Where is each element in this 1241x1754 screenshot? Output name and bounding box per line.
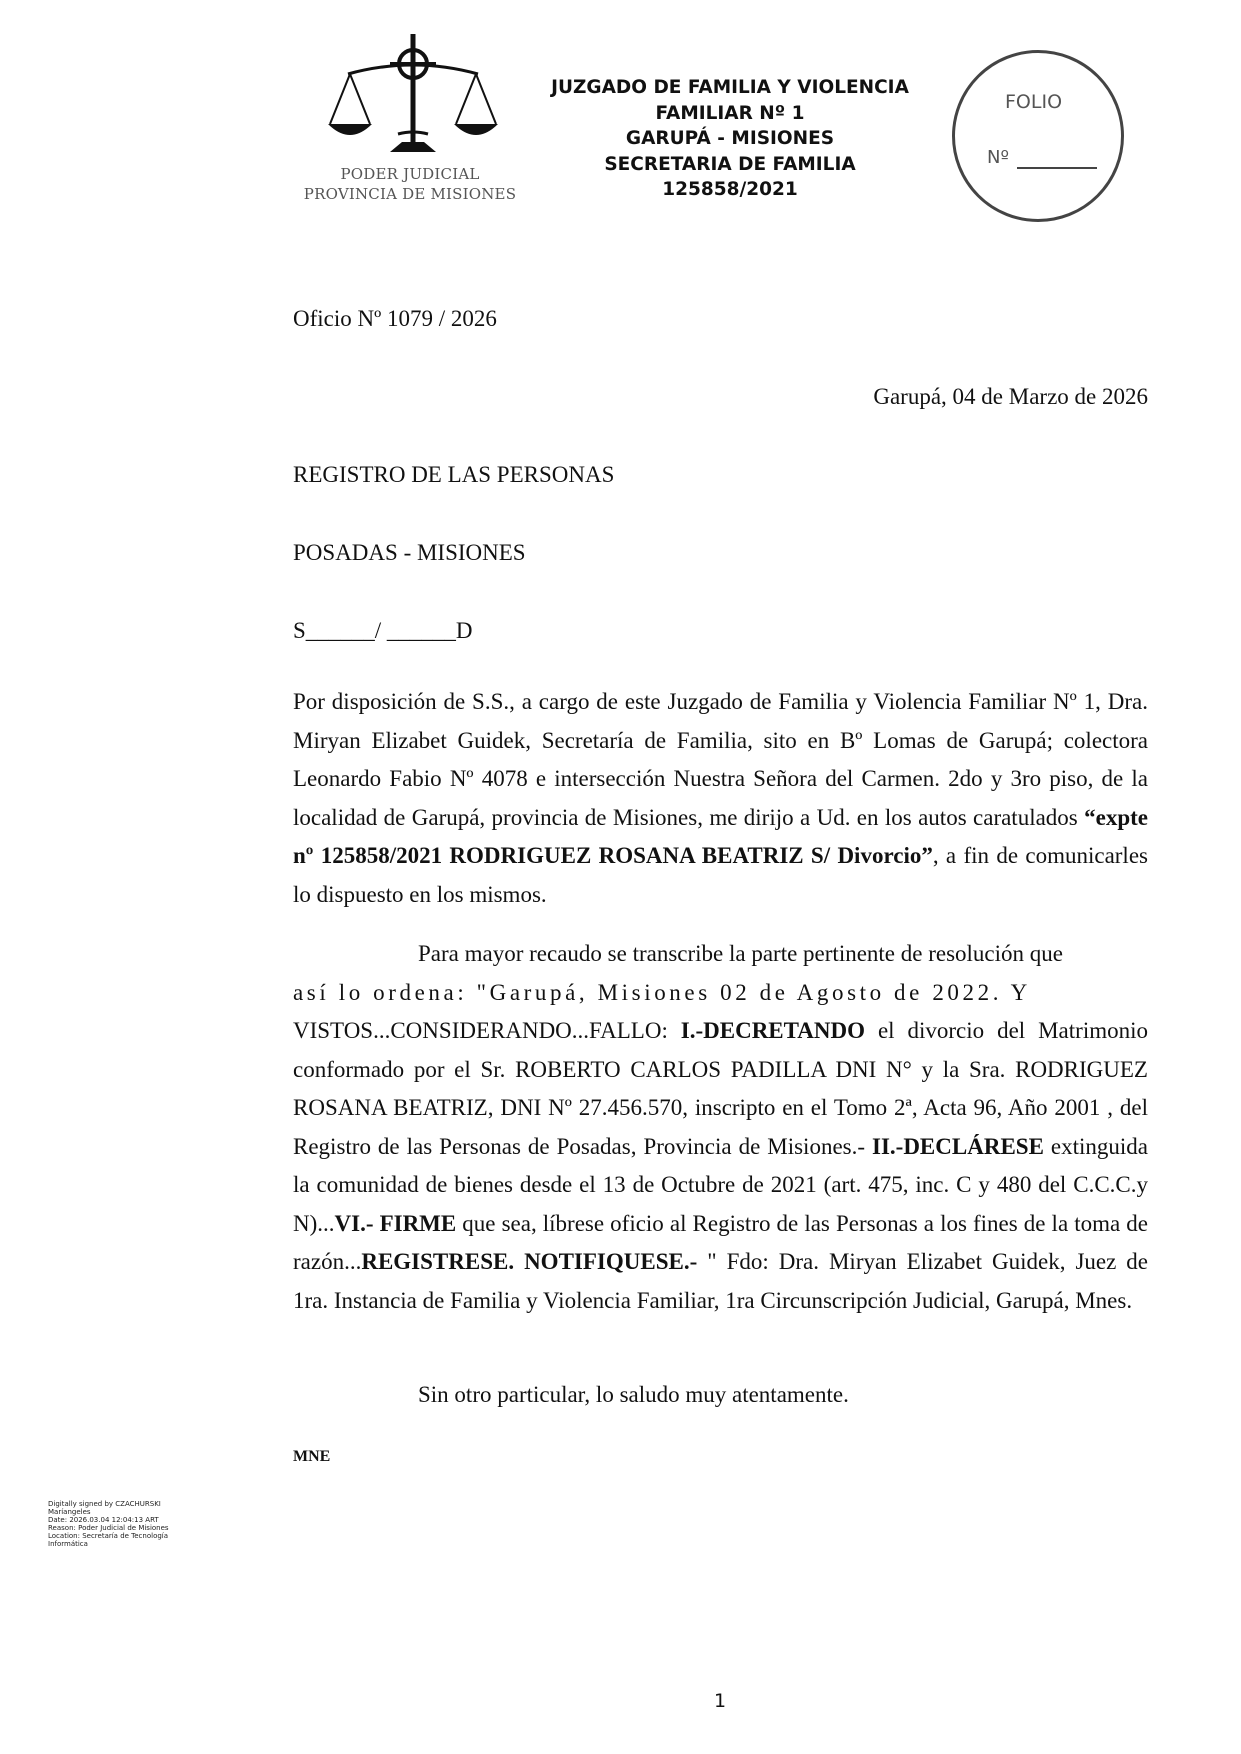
judicial-logo (300, 34, 520, 224)
signature-line: Digitally signed by CZACHURSKI (48, 1500, 161, 1508)
folio-number-label: Nº (987, 147, 1009, 168)
logo-caption (300, 164, 520, 204)
case-caption: “expte nº 125858/2021 RODRIGUEZ ROSANA BEATRIZ S/ Divorcio” (293, 804, 1148, 868)
court-line-3: GARUPÁ - MISIONES (625, 128, 835, 149)
signature-line: Location: Secretaría de Tecnología (48, 1532, 169, 1540)
para2-text-c: extinguida la comunidad de bienes desde el 13 de Octubre de 2021 (art. 475, inc. C y 480 del C.C.C.y N)... (293, 1133, 1148, 1236)
paragraph-resolution (293, 935, 1148, 1320)
folio-label: FOLIO (1005, 91, 1063, 113)
case-number: 125858/2021 (662, 179, 798, 200)
declarese-label: II.-DECLÁRESE (872, 1133, 1044, 1159)
addressee-line-2: POSADAS - MISIONES (293, 540, 526, 565)
signature-line: Date: 2026.03.04 12:04:13 ART (48, 1516, 159, 1524)
court-line-1: JUZGADO DE FAMILIA Y VIOLENCIA (551, 77, 909, 98)
closing-line: Sin otro particular, lo saludo muy atentamente. (418, 1382, 849, 1407)
court-heading (530, 75, 930, 203)
folio-stamp (952, 50, 1124, 222)
court-line-2: FAMILIAR Nº 1 (655, 102, 805, 124)
signature-line: Maríangeles (48, 1508, 91, 1516)
initials: MNE (293, 1448, 331, 1465)
para1-text-1: Por disposición de S.S., a cargo de este Juzgado de Familia y Violencia Familiar Nº 1, Dra. Miryan Elizabet Guidek, Secretaría de Familia, sito en Bº Lomas de Garupá; colectora Leonardo Fabio Nº 4078 e intersección Nuestra Señora del Carmen. 2do y 3ro piso, de la localidad de Garupá, provincia de Misiones, me dirijo a Ud. en los autos caratulados (293, 689, 1148, 830)
page-number: 1 (713, 1690, 727, 1712)
para2-text-a: VISTOS...CONSIDERANDO...FALLO: (293, 1018, 681, 1043)
digital-signature (48, 1500, 188, 1548)
decretando-label: I.-DECRETANDO (680, 1018, 866, 1043)
para2-text-b: el divorcio del Matrimonio conformado por el Sr. ROBERTO CARLOS PADILLA DNI N° y la Sra. RODRIGUEZ ROSANA BEATRIZ, DNI Nº 27.456.570, inscripto en el Tomo 2ª, Acta 96, Año 2001 , del Registro de las Personas de Posadas, Provincia de Misiones.- (293, 1018, 1148, 1159)
court-line-4: SECRETARIA DE FAMILIA (604, 153, 856, 175)
para2-line-1: Para mayor recaudo se transcribe la parte pertinente de resolución que (418, 941, 1063, 966)
folio-number-line (1017, 167, 1097, 169)
signature-line: Informática (48, 1540, 88, 1548)
salutation-sd: S______/ ______D (293, 618, 473, 643)
para2-text-e: " Fdo: Dra. Miryan Elizabet Guidek, Juez de 1ra. Instancia de Familia y Violencia Familiar, 1ra Circunscripción Judicial, Garupá, Mnes. (293, 1249, 1148, 1313)
registrese-label: REGISTRESE. NOTIFIQUESE.- (361, 1249, 698, 1274)
document-date: Garupá, 04 de Marzo de 2026 (873, 384, 1148, 409)
para1-text-2: , a fin de comunicarles lo dispuesto en los mismos. (293, 843, 1148, 907)
para2-line-2: así lo ordena: "Garupá, Misiones 02 de Agosto de 2022. Y (293, 979, 1031, 1005)
signature-line: Reason: Poder Judicial de Misiones (48, 1524, 169, 1532)
logo-line-1: PODER JUDICIAL (340, 165, 480, 183)
paragraph-intro (293, 683, 1148, 914)
scales-of-justice-icon (328, 34, 498, 164)
oficio-number: Oficio Nº 1079 / 2026 (293, 306, 497, 331)
para2-text-d: que sea, líbrese oficio al Registro de las Personas a los fines de la toma de razón... (293, 1210, 1148, 1274)
logo-line-2: PROVINCIA DE MISIONES (303, 185, 517, 203)
firme-label: VI.- FIRME (334, 1210, 457, 1236)
addressee-line-1: REGISTRO DE LAS PERSONAS (293, 462, 615, 487)
